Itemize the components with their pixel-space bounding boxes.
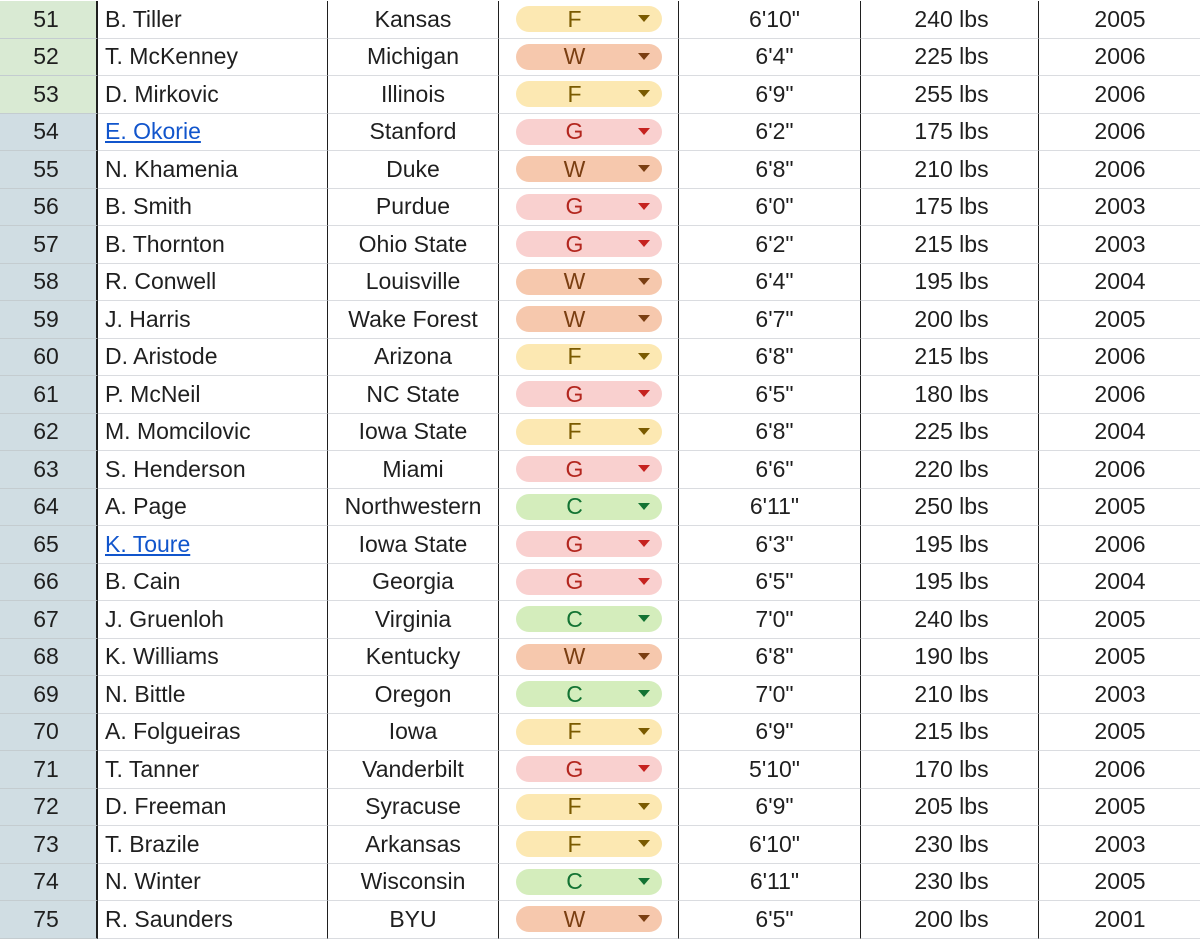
birth-year-cell[interactable]: 2006 <box>1039 376 1200 414</box>
weight-cell[interactable]: 195 lbs <box>861 526 1039 564</box>
position-cell[interactable] <box>499 564 679 602</box>
player-name-cell[interactable] <box>98 451 328 489</box>
chevron-down-icon[interactable] <box>638 803 650 810</box>
chevron-down-icon[interactable] <box>638 465 650 472</box>
birth-year-cell[interactable]: 2005 <box>1039 1 1200 39</box>
height-cell[interactable]: 6'8" <box>679 339 861 377</box>
school-cell[interactable]: Wisconsin <box>328 864 499 902</box>
player-name-cell[interactable] <box>98 526 328 564</box>
birth-year-cell[interactable]: 2006 <box>1039 526 1200 564</box>
weight-cell[interactable]: 220 lbs <box>861 451 1039 489</box>
rank-cell[interactable]: 61 <box>0 376 98 414</box>
player-name: A. Page <box>105 493 187 520</box>
position-cell[interactable] <box>499 864 679 902</box>
chevron-down-icon[interactable] <box>638 690 650 697</box>
weight-cell[interactable]: 230 lbs <box>861 864 1039 902</box>
rank-cell[interactable]: 67 <box>0 601 98 639</box>
weight-cell[interactable]: 205 lbs <box>861 789 1039 827</box>
position-label: C <box>566 493 583 520</box>
birth-year-cell[interactable]: 2005 <box>1039 601 1200 639</box>
school-cell[interactable]: Syracuse <box>328 789 499 827</box>
position-label: F <box>567 80 582 107</box>
position-dropdown-chip[interactable] <box>516 306 662 332</box>
position-cell[interactable] <box>499 189 679 227</box>
rank-cell[interactable]: 66 <box>0 564 98 602</box>
weight-cell[interactable]: 200 lbs <box>861 301 1039 339</box>
birth-year-cell[interactable]: 2004 <box>1039 564 1200 602</box>
height-cell[interactable]: 6'9" <box>679 76 861 114</box>
position-cell[interactable] <box>499 714 679 752</box>
position-label: G <box>565 230 584 257</box>
chevron-down-icon[interactable] <box>638 503 650 510</box>
position-label: W <box>563 155 586 182</box>
chevron-down-icon[interactable] <box>638 540 650 547</box>
player-name-cell[interactable] <box>98 264 328 302</box>
rank-cell[interactable]: 52 <box>0 39 98 77</box>
position-dropdown-chip[interactable] <box>516 119 662 145</box>
height-cell[interactable]: 6'5" <box>679 901 861 939</box>
player-name: D. Mirkovic <box>105 80 219 107</box>
birth-year-cell[interactable]: 2006 <box>1039 114 1200 152</box>
position-cell[interactable] <box>499 301 679 339</box>
chevron-down-icon[interactable] <box>638 390 650 397</box>
position-dropdown-chip[interactable] <box>516 381 662 407</box>
position-dropdown-chip[interactable] <box>516 231 662 257</box>
position-cell[interactable] <box>499 226 679 264</box>
player-name: S. Henderson <box>105 455 246 482</box>
player-name-cell[interactable] <box>98 601 328 639</box>
player-name-cell[interactable] <box>98 639 328 677</box>
chevron-down-icon[interactable] <box>638 240 650 247</box>
position-cell[interactable] <box>499 414 679 452</box>
birth-year-cell[interactable]: 2006 <box>1039 76 1200 114</box>
weight-cell[interactable]: 170 lbs <box>861 751 1039 789</box>
birth-year-cell[interactable]: 2005 <box>1039 639 1200 677</box>
position-cell[interactable] <box>499 751 679 789</box>
rank-cell[interactable]: 62 <box>0 414 98 452</box>
position-cell[interactable] <box>499 1 679 39</box>
position-label: C <box>566 680 583 707</box>
weight-cell[interactable]: 175 lbs <box>861 114 1039 152</box>
position-label: G <box>565 755 584 782</box>
chevron-down-icon[interactable] <box>638 203 650 210</box>
weight-cell[interactable]: 250 lbs <box>861 489 1039 527</box>
position-dropdown-chip[interactable] <box>516 194 662 220</box>
weight-cell[interactable]: 200 lbs <box>861 901 1039 939</box>
school-cell[interactable]: Illinois <box>328 76 499 114</box>
school-cell[interactable]: Virginia <box>328 601 499 639</box>
rank-cell[interactable]: 69 <box>0 676 98 714</box>
height-cell[interactable]: 6'2" <box>679 114 861 152</box>
birth-year-cell[interactable]: 2001 <box>1039 901 1200 939</box>
player-name-cell[interactable] <box>98 751 328 789</box>
position-dropdown-chip[interactable] <box>516 156 662 182</box>
position-dropdown-chip[interactable] <box>516 419 662 445</box>
birth-year-cell[interactable]: 2005 <box>1039 864 1200 902</box>
rank-cell[interactable]: 60 <box>0 339 98 377</box>
chevron-down-icon[interactable] <box>638 128 650 135</box>
chevron-down-icon[interactable] <box>638 53 650 60</box>
position-dropdown-chip[interactable] <box>516 494 662 520</box>
player-name: N. Khamenia <box>105 155 238 182</box>
position-cell[interactable] <box>499 901 679 939</box>
rank-cell[interactable]: 58 <box>0 264 98 302</box>
chevron-down-icon[interactable] <box>638 165 650 172</box>
weight-cell[interactable]: 175 lbs <box>861 189 1039 227</box>
player-name-cell[interactable] <box>98 301 328 339</box>
rank-cell[interactable]: 56 <box>0 189 98 227</box>
position-cell[interactable] <box>499 376 679 414</box>
weight-cell[interactable]: 225 lbs <box>861 39 1039 77</box>
position-dropdown-chip[interactable] <box>516 681 662 707</box>
position-dropdown-chip[interactable] <box>516 531 662 557</box>
position-cell[interactable] <box>499 489 679 527</box>
height-cell[interactable]: 6'4" <box>679 264 861 302</box>
player-name-cell[interactable] <box>98 901 328 939</box>
position-label: F <box>567 343 582 370</box>
school-cell[interactable]: Wake Forest <box>328 301 499 339</box>
player-name-cell[interactable] <box>98 39 328 77</box>
chevron-down-icon[interactable] <box>638 353 650 360</box>
player-name: B. Smith <box>105 193 192 220</box>
player-name-link[interactable]: K. Toure <box>105 530 191 557</box>
player-name-cell[interactable] <box>98 864 328 902</box>
height-cell[interactable]: 6'3" <box>679 526 861 564</box>
position-label: W <box>563 305 586 332</box>
height-cell[interactable]: 6'5" <box>679 564 861 602</box>
position-label: C <box>566 605 583 632</box>
school-cell[interactable]: Georgia <box>328 564 499 602</box>
position-label: G <box>565 118 584 145</box>
chevron-down-icon[interactable] <box>638 578 650 585</box>
chevron-down-icon[interactable] <box>638 878 650 885</box>
player-name: B. Tiller <box>105 5 182 32</box>
weight-cell[interactable]: 240 lbs <box>861 1 1039 39</box>
player-name-cell[interactable] <box>98 489 328 527</box>
chevron-down-icon[interactable] <box>638 653 650 660</box>
school-cell[interactable]: Miami <box>328 451 499 489</box>
position-label: W <box>563 268 586 295</box>
chevron-down-icon[interactable] <box>638 315 650 322</box>
height-cell[interactable]: 6'2" <box>679 226 861 264</box>
school-cell[interactable]: Arkansas <box>328 826 499 864</box>
position-label: W <box>563 43 586 70</box>
position-dropdown-chip[interactable] <box>516 456 662 482</box>
rank-cell[interactable]: 72 <box>0 789 98 827</box>
weight-cell[interactable]: 230 lbs <box>861 826 1039 864</box>
birth-year-cell[interactable]: 2004 <box>1039 264 1200 302</box>
position-dropdown-chip[interactable] <box>516 81 662 107</box>
position-cell[interactable] <box>499 639 679 677</box>
chevron-down-icon[interactable] <box>638 278 650 285</box>
weight-cell[interactable]: 210 lbs <box>861 151 1039 189</box>
position-dropdown-chip[interactable] <box>516 906 662 932</box>
birth-year-cell[interactable]: 2004 <box>1039 414 1200 452</box>
height-cell[interactable]: 6'4" <box>679 39 861 77</box>
school-cell[interactable]: Arizona <box>328 339 499 377</box>
weight-cell[interactable]: 180 lbs <box>861 376 1039 414</box>
player-name: D. Freeman <box>105 793 227 820</box>
birth-year-cell[interactable]: 2006 <box>1039 39 1200 77</box>
school-cell[interactable]: Northwestern <box>328 489 499 527</box>
school-cell[interactable]: Purdue <box>328 189 499 227</box>
birth-year-cell[interactable]: 2005 <box>1039 714 1200 752</box>
position-dropdown-chip[interactable] <box>516 794 662 820</box>
player-name: B. Cain <box>105 568 181 595</box>
rank-cell[interactable]: 63 <box>0 451 98 489</box>
position-dropdown-chip[interactable] <box>516 569 662 595</box>
player-name: T. Tanner <box>105 755 200 782</box>
chevron-down-icon[interactable] <box>638 765 650 772</box>
position-cell[interactable] <box>499 826 679 864</box>
chevron-down-icon[interactable] <box>638 840 650 847</box>
birth-year-cell[interactable]: 2005 <box>1039 489 1200 527</box>
player-name: B. Thornton <box>105 230 225 257</box>
player-name-cell[interactable] <box>98 76 328 114</box>
chevron-down-icon[interactable] <box>638 15 650 22</box>
player-name: T. Brazile <box>105 830 200 857</box>
position-cell[interactable] <box>499 114 679 152</box>
weight-cell[interactable]: 195 lbs <box>861 264 1039 302</box>
birth-year-cell[interactable]: 2003 <box>1039 676 1200 714</box>
player-name: A. Folgueiras <box>105 718 241 745</box>
school-cell[interactable]: Iowa State <box>328 526 499 564</box>
position-cell[interactable] <box>499 39 679 77</box>
height-cell[interactable]: 7'0" <box>679 601 861 639</box>
school-cell[interactable]: Ohio State <box>328 226 499 264</box>
rank-cell[interactable]: 73 <box>0 826 98 864</box>
school-cell[interactable]: Michigan <box>328 39 499 77</box>
position-cell[interactable] <box>499 451 679 489</box>
position-label: G <box>565 193 584 220</box>
height-cell[interactable]: 7'0" <box>679 676 861 714</box>
position-dropdown-chip[interactable] <box>516 344 662 370</box>
chevron-down-icon[interactable] <box>638 728 650 735</box>
weight-cell[interactable]: 195 lbs <box>861 564 1039 602</box>
position-label: G <box>565 568 584 595</box>
player-name-cell[interactable] <box>98 789 328 827</box>
birth-year-cell[interactable]: 2006 <box>1039 151 1200 189</box>
position-label: W <box>563 905 586 932</box>
rank-cell[interactable]: 54 <box>0 114 98 152</box>
position-dropdown-chip[interactable] <box>516 44 662 70</box>
position-label: F <box>567 830 582 857</box>
player-name-link[interactable]: E. Okorie <box>105 118 201 145</box>
position-cell[interactable] <box>499 789 679 827</box>
school-cell[interactable]: Iowa State <box>328 414 499 452</box>
height-cell[interactable]: 6'0" <box>679 189 861 227</box>
weight-cell[interactable]: 190 lbs <box>861 639 1039 677</box>
weight-cell[interactable]: 240 lbs <box>861 601 1039 639</box>
position-dropdown-chip[interactable] <box>516 269 662 295</box>
school-cell[interactable]: Vanderbilt <box>328 751 499 789</box>
position-label: F <box>567 5 582 32</box>
player-name-cell[interactable] <box>98 1 328 39</box>
birth-year-cell[interactable]: 2003 <box>1039 826 1200 864</box>
height-cell[interactable]: 6'6" <box>679 451 861 489</box>
player-name-cell[interactable] <box>98 376 328 414</box>
player-name: J. Gruenloh <box>105 605 224 632</box>
birth-year-cell[interactable]: 2005 <box>1039 789 1200 827</box>
height-cell[interactable]: 6'11" <box>679 489 861 527</box>
position-label: G <box>565 530 584 557</box>
height-cell[interactable]: 6'10" <box>679 1 861 39</box>
position-cell[interactable] <box>499 76 679 114</box>
school-cell[interactable]: Louisville <box>328 264 499 302</box>
chevron-down-icon[interactable] <box>638 90 650 97</box>
position-dropdown-chip[interactable] <box>516 869 662 895</box>
school-cell[interactable]: BYU <box>328 901 499 939</box>
position-label: F <box>567 718 582 745</box>
chevron-down-icon[interactable] <box>638 915 650 922</box>
birth-year-cell[interactable]: 2003 <box>1039 189 1200 227</box>
birth-year-cell[interactable]: 2005 <box>1039 301 1200 339</box>
weight-cell[interactable]: 225 lbs <box>861 414 1039 452</box>
weight-cell[interactable]: 255 lbs <box>861 76 1039 114</box>
rank-cell[interactable]: 70 <box>0 714 98 752</box>
chevron-down-icon[interactable] <box>638 615 650 622</box>
school-cell[interactable]: Kentucky <box>328 639 499 677</box>
height-cell[interactable]: 6'7" <box>679 301 861 339</box>
position-cell[interactable] <box>499 601 679 639</box>
position-cell[interactable] <box>499 339 679 377</box>
position-cell[interactable] <box>499 264 679 302</box>
school-cell[interactable]: Iowa <box>328 714 499 752</box>
weight-cell[interactable]: 215 lbs <box>861 714 1039 752</box>
rank-cell[interactable]: 71 <box>0 751 98 789</box>
player-name: D. Aristode <box>105 343 218 370</box>
weight-cell[interactable]: 215 lbs <box>861 226 1039 264</box>
position-label: G <box>565 455 584 482</box>
height-cell[interactable]: 6'8" <box>679 414 861 452</box>
rank-cell[interactable]: 68 <box>0 639 98 677</box>
birth-year-cell[interactable]: 2006 <box>1039 339 1200 377</box>
rank-cell[interactable]: 53 <box>0 76 98 114</box>
height-cell[interactable]: 6'10" <box>679 826 861 864</box>
position-dropdown-chip[interactable] <box>516 644 662 670</box>
player-name-cell[interactable] <box>98 114 328 152</box>
player-name-cell[interactable] <box>98 414 328 452</box>
position-label: G <box>565 380 584 407</box>
position-dropdown-chip[interactable] <box>516 606 662 632</box>
player-name-cell[interactable] <box>98 226 328 264</box>
position-label: F <box>567 793 582 820</box>
height-cell[interactable]: 6'5" <box>679 376 861 414</box>
position-dropdown-chip[interactable] <box>516 831 662 857</box>
player-name-cell[interactable] <box>98 339 328 377</box>
player-name: N. Winter <box>105 868 201 895</box>
player-name-cell[interactable] <box>98 151 328 189</box>
position-cell[interactable] <box>499 526 679 564</box>
school-cell[interactable]: Stanford <box>328 114 499 152</box>
position-label: W <box>563 643 586 670</box>
school-cell[interactable]: Duke <box>328 151 499 189</box>
rank-cell[interactable]: 65 <box>0 526 98 564</box>
player-name-cell[interactable] <box>98 189 328 227</box>
position-cell[interactable] <box>499 676 679 714</box>
player-name-cell[interactable] <box>98 826 328 864</box>
player-name: R. Conwell <box>105 268 217 295</box>
height-cell[interactable]: 6'9" <box>679 789 861 827</box>
height-cell[interactable]: 6'8" <box>679 639 861 677</box>
player-name: M. Momcilovic <box>105 418 251 445</box>
position-dropdown-chip[interactable] <box>516 756 662 782</box>
player-name-cell[interactable] <box>98 564 328 602</box>
weight-cell[interactable]: 215 lbs <box>861 339 1039 377</box>
rank-cell[interactable]: 59 <box>0 301 98 339</box>
player-name: T. McKenney <box>105 43 238 70</box>
birth-year-cell[interactable]: 2006 <box>1039 751 1200 789</box>
height-cell[interactable]: 6'11" <box>679 864 861 902</box>
position-label: C <box>566 868 583 895</box>
player-name: P. McNeil <box>105 380 201 407</box>
rank-cell[interactable]: 55 <box>0 151 98 189</box>
chevron-down-icon[interactable] <box>638 428 650 435</box>
player-name: K. Williams <box>105 643 219 670</box>
position-cell[interactable] <box>499 151 679 189</box>
school-cell[interactable]: Oregon <box>328 676 499 714</box>
school-cell[interactable]: Kansas <box>328 1 499 39</box>
position-dropdown-chip[interactable] <box>516 6 662 32</box>
height-cell[interactable]: 6'8" <box>679 151 861 189</box>
player-name: J. Harris <box>105 305 191 332</box>
rank-cell[interactable]: 51 <box>0 1 98 39</box>
rank-cell[interactable]: 74 <box>0 864 98 902</box>
birth-year-cell[interactable]: 2003 <box>1039 226 1200 264</box>
birth-year-cell[interactable]: 2006 <box>1039 451 1200 489</box>
rank-cell[interactable]: 57 <box>0 226 98 264</box>
position-label: F <box>567 418 582 445</box>
player-name-cell[interactable] <box>98 676 328 714</box>
player-name: N. Bittle <box>105 680 186 707</box>
weight-cell[interactable]: 210 lbs <box>861 676 1039 714</box>
player-table <box>0 1 1200 939</box>
player-name-cell[interactable] <box>98 714 328 752</box>
rank-cell[interactable]: 64 <box>0 489 98 527</box>
school-cell[interactable]: NC State <box>328 376 499 414</box>
player-name: R. Saunders <box>105 905 233 932</box>
rank-cell[interactable]: 75 <box>0 901 98 939</box>
height-cell[interactable]: 5'10" <box>679 751 861 789</box>
position-dropdown-chip[interactable] <box>516 719 662 745</box>
height-cell[interactable]: 6'9" <box>679 714 861 752</box>
